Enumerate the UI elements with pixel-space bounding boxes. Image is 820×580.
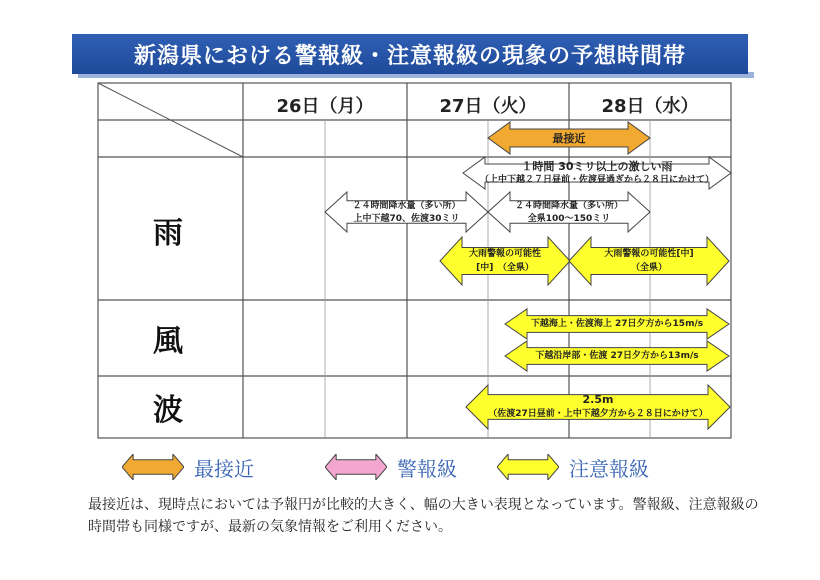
legend-item-advisory <box>497 452 649 482</box>
wind-2-label: 下越沿岸部・佐渡 27日夕方から13m/s <box>535 351 699 361</box>
arrow-shape <box>466 385 730 429</box>
arrow-shape <box>440 237 570 285</box>
rain24-a-line2: 上中下越70、佐渡30ミリ <box>353 214 460 224</box>
heavy-warning-27-line1: 大雨警報の可能性 <box>468 249 541 259</box>
day-28-header: 28日（水） <box>601 96 699 117</box>
wave-arrow <box>466 385 730 429</box>
row-label-wind: 風 <box>153 324 183 359</box>
arrow-body <box>497 454 559 480</box>
arrow-body <box>122 454 184 480</box>
wave-line2: （佐渡27日昼前・上中下越夕方から２８日にかけて） <box>488 409 708 419</box>
legend-item-warning <box>325 452 457 482</box>
legend-nearest-arrow-icon <box>122 454 184 480</box>
day-26-header: 26日（月） <box>276 96 374 117</box>
arrow-body <box>325 192 488 232</box>
arrow-body <box>488 192 650 232</box>
heavy-warning-arrow-28 <box>569 237 729 285</box>
legend-advisory-label: 注意報級 <box>569 456 649 481</box>
row-label-wave: 波 <box>153 393 183 428</box>
rain24-b-arrow <box>488 192 650 232</box>
rain24-a-arrow <box>325 192 488 232</box>
nearest-arrow <box>488 122 650 154</box>
legend-nearest-label: 最接近 <box>194 456 254 481</box>
rain24-b-line1: ２４時間降水量（多い所） <box>514 201 623 211</box>
arrow-shape <box>325 192 488 232</box>
heavy-rain-arrow <box>463 157 731 189</box>
wind-arrow-2 <box>505 341 729 371</box>
wave-line1: 2.5m <box>582 393 614 406</box>
heavy-warning-28-line2: （全県） <box>630 263 667 273</box>
arrow-body <box>325 454 387 480</box>
heavy-warning-27-line2: [中] （全県） <box>476 263 534 273</box>
arrow-body <box>569 237 729 285</box>
arrow-shape <box>325 454 387 480</box>
heavy-rain-line2: （上中下越２７日昼前・佐渡昼過ぎから２８日にかけて） <box>479 175 714 185</box>
legend-warning-arrow-icon <box>325 454 387 480</box>
heavy-rain-line1: １時間 30ミリ以上の激しい雨 <box>521 160 673 173</box>
rain24-a-line1: ２４時間降水量（多い所） <box>352 201 461 211</box>
legend-warning-label: 警報級 <box>397 456 457 481</box>
nearest-label: 最接近 <box>552 132 586 145</box>
footnote: 最接近は、現時点においては予報円が比較的大きく、幅の大きい表現となっています。警報級、注意報級の時間帯も同様ですが、最新の気象情報をご利用ください。 <box>88 497 759 535</box>
legend-item-nearest <box>122 452 254 482</box>
legend-advisory-arrow-icon <box>497 454 559 480</box>
arrow-shape <box>497 454 559 480</box>
wind-1-label: 下越海上・佐渡海上 27日夕方から15m/s <box>530 319 704 329</box>
arrow-body <box>440 237 570 285</box>
page-title: 新潟県における警報級・注意報級の現象の予想時間帯 <box>72 34 748 74</box>
arrow-shape <box>122 454 184 480</box>
heavy-warning-28-line1: 大雨警報の可能性[中] <box>604 249 694 259</box>
row-label-rain: 雨 <box>153 216 183 251</box>
wind-arrow-1 <box>505 309 729 339</box>
arrow-body <box>466 385 730 429</box>
rain24-b-line2: 全県100～150ミリ <box>527 214 611 224</box>
arrow-shape <box>488 192 650 232</box>
heavy-warning-arrow-27 <box>440 237 570 285</box>
arrow-shape <box>569 237 729 285</box>
day-27-header: 27日（火） <box>439 96 537 117</box>
